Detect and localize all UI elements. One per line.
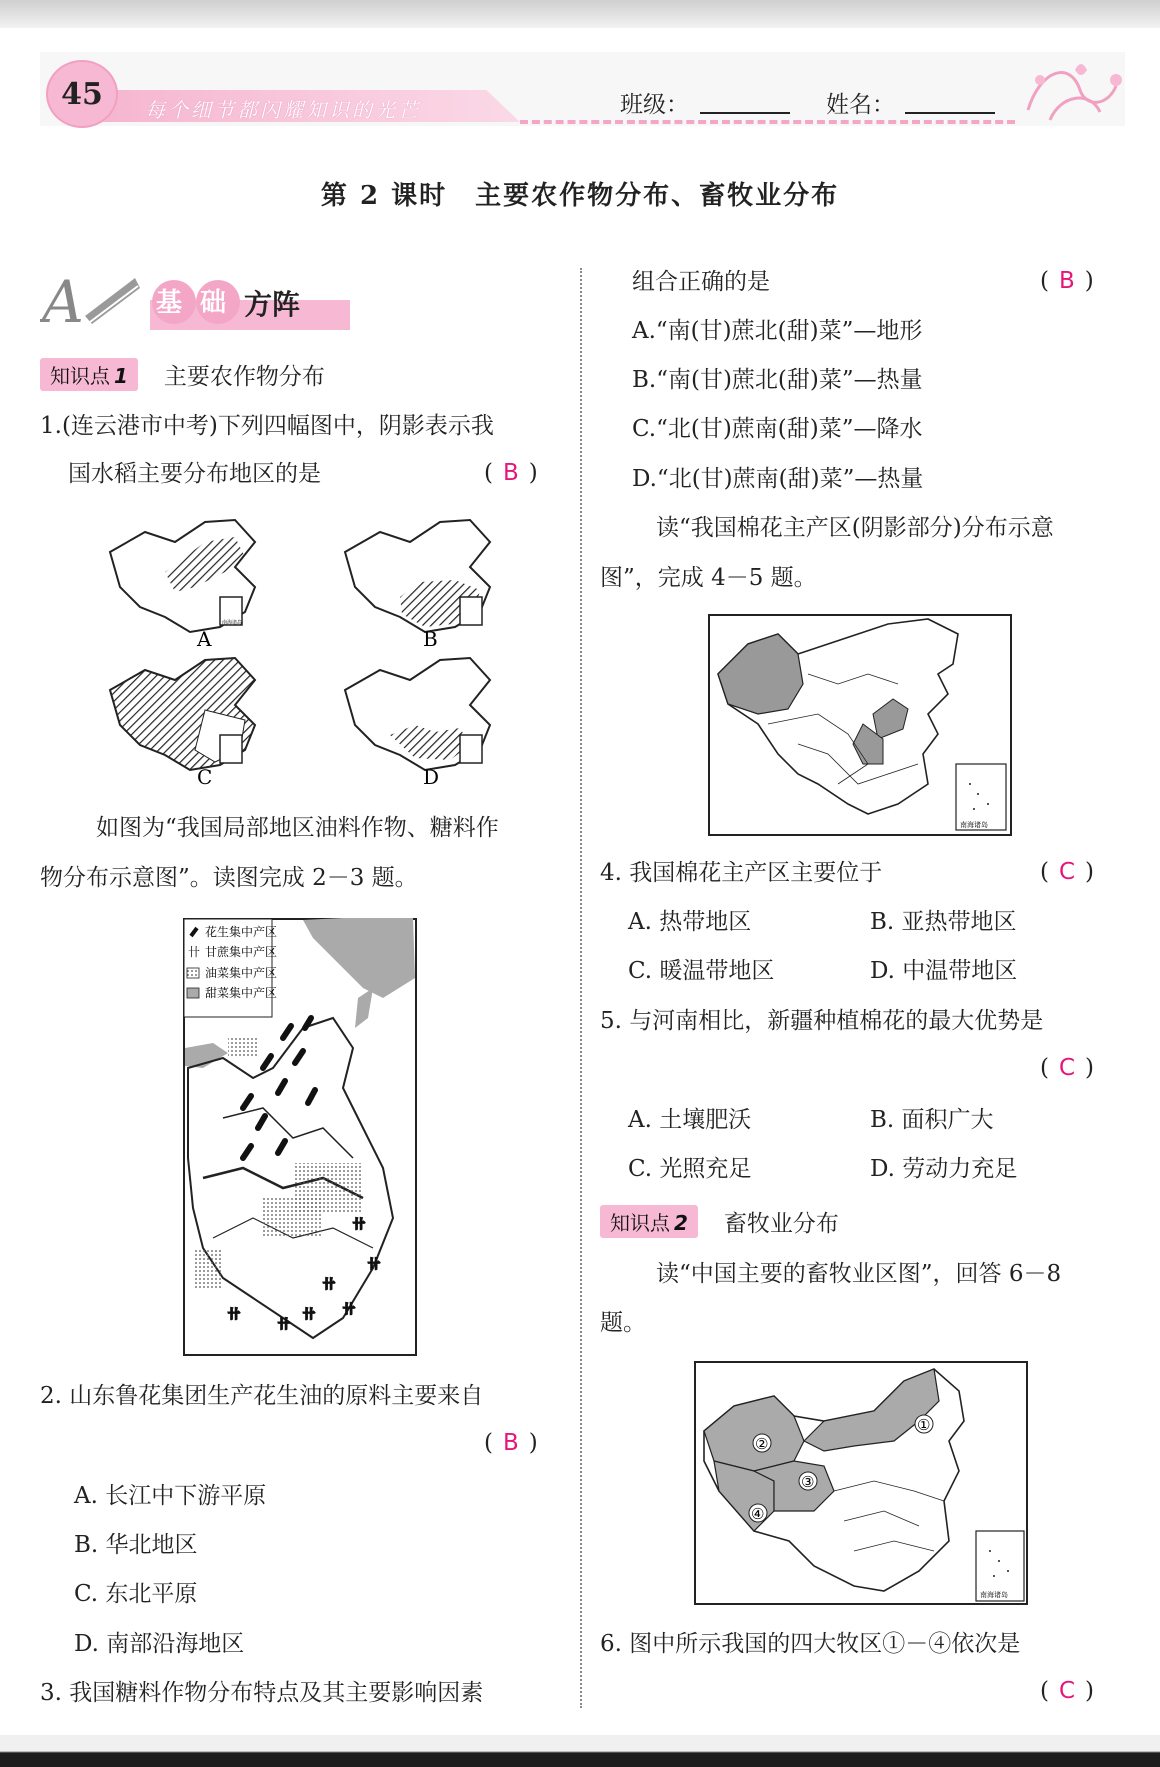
lesson-title: 第 2 课时 主要农作物分布、畜牧业分布 [320,181,840,211]
q1-answer: ( B ) [484,460,538,486]
map-c [110,658,255,770]
kp-tag: 知识点 1 [40,358,138,391]
legend-rapeseed: 油菜集中产区 [205,966,278,980]
svg-text:卄: 卄 [368,1257,381,1271]
q4-option-b: B. 亚热带地区 [870,909,1017,935]
motto-text: 每个细节都闪耀知识的光芒 [145,98,421,122]
q5-option-b: B. 面积广大 [870,1107,994,1133]
cotton-distribution-map [708,614,1012,836]
q3-stem-line2: 组合正确的是 [632,269,770,295]
map-label-a: A [197,627,212,651]
q5-option-d: D. 劳动力充足 [870,1156,1018,1182]
intro68-line1: 读“中国主要的畜牧业区图”，回答 6－8 [656,1261,1062,1287]
q3-option-b: B.“南(甘)蔗北(甜)菜”—热量 [632,367,923,393]
book-icon [85,278,140,324]
badge-text-2: 方阵 [244,288,301,321]
section-badge-foundation [40,266,352,336]
q4-stem: 4. 我国棉花主产区主要位于 [600,860,883,886]
map-label-b: B [423,627,438,651]
q3-stem-line1: 3. 我国糖料作物分布特点及其主要影响因素 [40,1680,484,1706]
q3-answer: ( B ) [1040,268,1094,294]
kp-tag: 知识点 2 [600,1205,698,1238]
crops-distribution-map [183,918,417,1356]
knowledge-point-2 [600,1205,839,1237]
svg-text:础: 础 [200,288,227,318]
column-divider [580,268,582,1708]
svg-text:卄: 卄 [303,1307,316,1321]
cotton-inset-label: 南海诸岛 [960,821,988,829]
kp-title: 主要农作物分布 [163,363,325,390]
svg-text:卄: 卄 [278,1317,291,1331]
map-inset-label: 南海诸岛 [222,620,243,626]
q1-stem-line1: 1.(连云港市中考)下列四幅图中，阴影表示我 [40,413,494,439]
top-border [0,0,1160,28]
legend-peanut: 花生集中产区 [205,925,278,939]
q2-option-a: A. 长江中下游平原 [74,1483,267,1509]
q3-option-c: C.“北(甘)蔗南(甜)菜”—降水 [632,416,923,442]
badge-text-1: 基 [156,288,183,318]
svg-text:卄: 卄 [188,945,201,959]
region-4-label: ④ [751,1505,765,1523]
pastoral-inset-label: 南海诸岛 [980,1591,1008,1599]
rice-distribution-maps [105,512,525,792]
region-2-label: ② [755,1435,769,1453]
intro45-line1: 读“我国棉花主产区(阴影部分)分布示意 [656,515,1054,541]
q4-option-a: A. 热带地区 [628,909,752,935]
q4-option-d: D. 中温带地区 [870,958,1018,984]
bottom-border [0,1735,1160,1767]
q1-stem-line2: 国水稻主要分布地区的是 [68,461,321,487]
intro23-line2: 物分布示意图”。读图完成 2－3 题。 [40,865,418,891]
svg-text:卄: 卄 [228,1307,241,1321]
name-label: 姓名： [826,92,895,118]
class-label: 班级： [620,92,689,118]
intro68-line2: 题。 [600,1310,646,1336]
q6-answer: ( C ) [1040,1678,1095,1704]
q2-option-c: C. 东北平原 [74,1581,198,1607]
q3-option-a: A.“南(甘)蔗北(甜)菜”—地形 [632,318,923,344]
map-label-c: C [197,765,213,789]
pastoral-regions-map [694,1361,1028,1605]
q5-option-c: C. 光照充足 [628,1156,752,1182]
svg-text:卄: 卄 [343,1302,356,1316]
svg-text:卄: 卄 [353,1217,366,1231]
kp-title: 畜牧业分布 [723,1210,839,1237]
legend-sugarcane: 甘蔗集中产区 [205,945,278,959]
q4-option-c: C. 暖温带地区 [628,958,775,984]
intro45-line2: 图”，完成 4－5 题。 [600,565,817,591]
q3-option-d: D.“北(甘)蔗南(甜)菜”—热量 [632,466,924,492]
q5-stem: 5. 与河南相比，新疆种植棉花的最大优势是 [600,1008,1044,1034]
q2-option-d: D. 南部沿海地区 [74,1631,245,1657]
flourish-ornament-icon [1020,50,1128,130]
map-d [345,658,490,770]
badge-letter: A [42,268,84,336]
page-number: 45 [46,60,118,128]
svg-text:卄: 卄 [323,1277,336,1291]
q4-answer: ( C ) [1040,859,1095,885]
q6-stem: 6. 图中所示我国的四大牧区①－④依次是 [600,1631,1021,1657]
region-3-label: ③ [801,1473,815,1491]
map-a [110,520,255,632]
q2-answer: ( B ) [484,1430,538,1456]
q5-answer: ( C ) [1040,1055,1095,1081]
legend-sugarbeet: 甜菜集中产区 [205,986,278,1000]
header-dash-line [520,120,1015,124]
map-b [345,520,490,632]
knowledge-point-1 [40,358,325,390]
intro23-line1: 如图为“我国局部地区油料作物、糖料作 [96,815,499,841]
q2-stem: 2. 山东鲁花集团生产花生油的原料主要来自 [40,1383,484,1409]
region-1-label: ① [917,1416,931,1434]
name-blank [905,112,995,114]
class-blank [700,112,790,114]
q5-option-a: A. 土壤肥沃 [628,1107,752,1133]
map-label-d: D [423,765,440,789]
q2-option-b: B. 华北地区 [74,1532,198,1558]
